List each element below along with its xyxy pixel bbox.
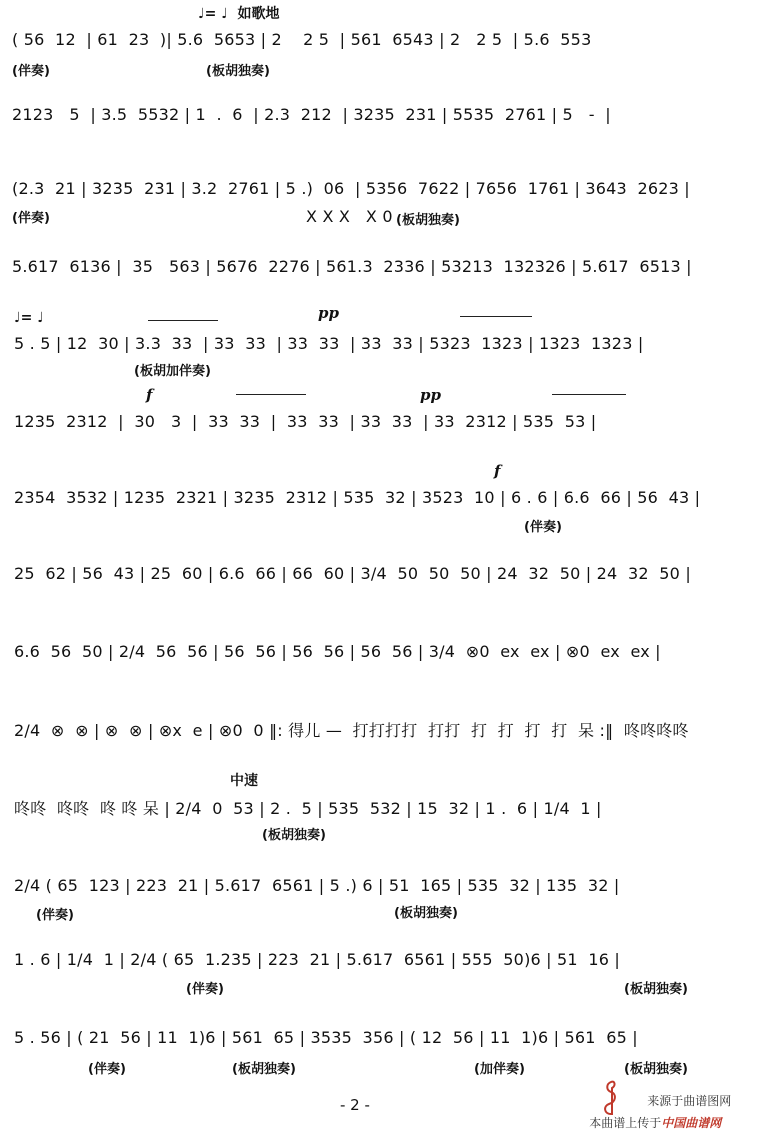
system-row-6	[0, 384, 764, 444]
part-annotation: (伴奏)	[88, 1062, 126, 1077]
part-annotation: (板胡独奏)	[262, 828, 326, 843]
dynamic-mark: pp	[420, 386, 441, 404]
system-row-13	[0, 934, 764, 1004]
watermark-source: 来源于曲谱图网	[647, 1094, 732, 1108]
watermark-upload: 本曲谱上传于中国曲谱网	[589, 1116, 722, 1130]
part-annotation: (加伴奏)	[474, 1062, 525, 1077]
notation-line: 2123 5 | 3.5 5532 | 1 . 6 | 2.3 212 | 3235 231 | 5535 2761 | 5 - |	[12, 105, 611, 124]
part-annotation: (板胡加伴奏)	[134, 364, 211, 379]
notation-line: 5.617 6136 | 35 563 | 5676 2276 | 561.3 2336 | 53213 132326 | 5.617 6513 |	[12, 257, 692, 276]
part-annotation: (板胡独奏)	[624, 982, 688, 997]
crescendo-hairpin	[148, 320, 218, 321]
part-annotation: (伴奏)	[524, 520, 562, 535]
system-row-3	[0, 165, 764, 235]
tempo-marking: ♩= ♩ 如歌地	[198, 6, 280, 22]
dynamic-mark: pp	[318, 304, 339, 322]
dynamic-mark: f	[494, 462, 501, 480]
system-row-10	[0, 706, 764, 756]
part-annotation: (板胡独奏)	[396, 213, 460, 228]
system-row-12	[0, 856, 764, 926]
system-row-14	[0, 1016, 764, 1076]
crescendo-hairpin	[460, 316, 532, 317]
part-annotation: (伴奏)	[186, 982, 224, 997]
system-row-5	[0, 302, 764, 384]
part-annotation: (板胡独奏)	[624, 1062, 688, 1077]
notation-line: 25 62 | 56 43 | 25 60 | 6.6 66 | 66 60 | 3/4 50 50 50 | 24 32 50 | 24 32 50 |	[14, 564, 691, 583]
notation-line: 5 . 5 | 12 30 | 3.3 33 | 33 33 | 33 33 | 33 33 | 5323 1323 | 1323 1323 |	[14, 334, 644, 353]
notation-line: 2/4 ( 65 123 | 223 21 | 5.617 6561 | 5 .) 6 | 51 165 | 535 32 | 135 32 |	[14, 876, 620, 895]
notation-line: 1235 2312 | 30 3 | 33 33 | 33 33 | 33 33 | 33 2312 | 535 53 |	[14, 412, 597, 431]
page-number: - 2 -	[340, 1096, 370, 1114]
notation-line: 1 . 6 | 1/4 1 | 2/4 ( 65 1.235 | 223 21 | 5.617 6561 | 555 50)6 | 51 16 |	[14, 950, 621, 969]
crescendo-hairpin	[236, 394, 306, 395]
part-annotation: (伴奏)	[36, 908, 74, 923]
part-annotation: (伴奏)	[12, 211, 50, 226]
dynamic-mark: f	[146, 386, 153, 404]
notation-line: ( 56 12 | 61 23 )| 5.6 5653 | 2 2 5 | 561 6543 | 2 2 5 | 5.6 553	[12, 30, 592, 49]
notation-line: 5 . 56 | ( 21 56 | 11 1)6 | 561 65 | 3535 356 | ( 12 56 | 11 1)6 | 561 65 |	[14, 1028, 638, 1047]
percussion-line: X X X X 0	[306, 207, 393, 226]
part-annotation: (板胡独奏)	[232, 1062, 296, 1077]
system-row-7	[0, 460, 764, 540]
system-row-1	[0, 0, 764, 80]
system-row-4	[0, 245, 764, 295]
notation-line: 2/4 ⊗ ⊗ | ⊗ ⊗ | ⊗x e | ⊗0 0 ‖: 得儿 — 打打打打 打打 打 打 打 打 呆 :‖ 咚咚咚咚	[14, 721, 689, 740]
brand-logo-text: 中国曲谱网	[661, 1116, 722, 1130]
system-row-2	[0, 95, 764, 145]
tempo-marking: 中速	[230, 773, 258, 789]
system-row-9	[0, 626, 764, 676]
part-annotation: (伴奏)	[12, 64, 50, 79]
notation-line: 6.6 56 50 | 2/4 56 56 | 56 56 | 56 56 | 56 56 | 3/4 ⊗0 ex ex | ⊗0 ex ex |	[14, 642, 661, 661]
part-annotation: (板胡独奏)	[394, 906, 458, 921]
tempo-marking: ♩= ♩	[14, 310, 44, 326]
notation-line: (2.3 21 | 3235 231 | 3.2 2761 | 5 .) 06 | 5356 7622 | 7656 1761 | 3643 2623 |	[12, 179, 690, 198]
part-annotation: (板胡独奏)	[206, 64, 270, 79]
notation-line: 2354 3532 | 1235 2321 | 3235 2312 | 535 32 | 3523 10 | 6 . 6 | 6.6 66 | 56 43 |	[14, 488, 701, 507]
system-row-11	[0, 764, 764, 844]
system-row-8	[0, 548, 764, 598]
notation-line: 咚咚 咚咚 咚 咚 呆 | 2/4 0 53 | 2 . 5 | 535 532 | 15 32 | 1 . 6 | 1/4 1 |	[14, 799, 602, 818]
treble-clef-logo-icon	[600, 1078, 622, 1118]
crescendo-hairpin	[552, 394, 626, 395]
